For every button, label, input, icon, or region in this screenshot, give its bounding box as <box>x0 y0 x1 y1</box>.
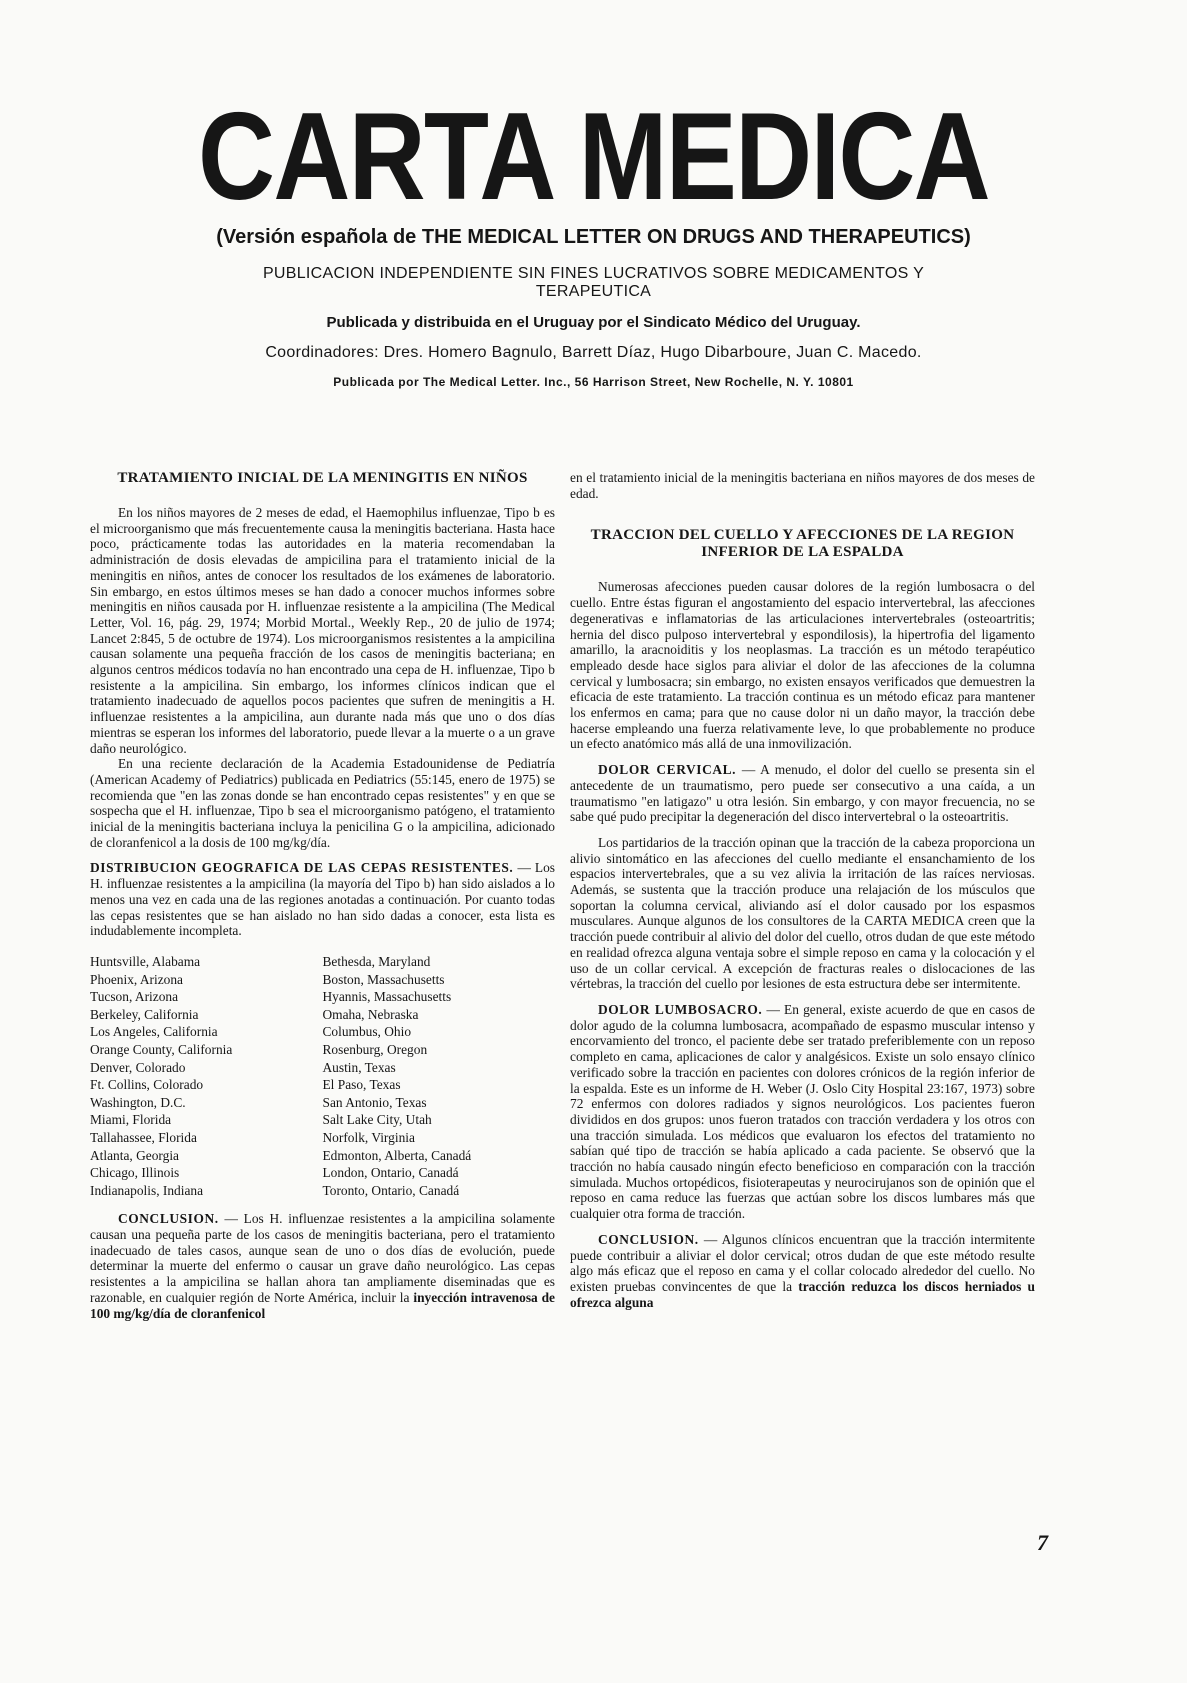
masthead-title: CARTA MEDICA <box>198 88 989 226</box>
conclusion-text: — Los H. influenzae resistentes a la ampicilina solamente causan una pequeña parte de los casos de meningitis bacteriana, pero el tratamiento inadecuado de tales casos, aunque sean de uno o dos días de evolución, puede determinar la muerte del enfermo o causar un grave daño neurológico. Las cepas resistentes a la ampicilina se hallan ahora tan ampliamente diseminadas que es razonable, en cualquier región de Norte América, incluir la <box>90 1211 555 1305</box>
article-1-paragraph-1: En los niños mayores de 2 meses de edad, el Haemophilus influenzae, Tipo b es el microorganismo que más frecuentemente causa la meningitis bacteriana. Hasta hace poco, prácticamente todas las autoridades en la materia recomendaban la administración de dosis elevadas de ampicilina para el tratamiento inicial de la meningitis en niños, antes de conocer los resultados de los exámenes de laboratorio. Sin embargo, en estos últimos meses se han dado a conocer muchos informes sobre meningitis en niños causada por H. influenzae resistente a la ampicilina (The Medical Letter, Vol. 16, pág. 29, 1974; Morbid Mortal., Weekly Rep., 20 de julio de 1974; Lancet 2:845, 5 de octubre de 1974). Los microorganismos resistentes a la ampicilina causan solamente una pequeña fracción de los casos de meningitis bacteriana; en algunos centros médicos todavía no han encontrado una cepa de H. influenzae, Tipo b resistente a la ampicilina. Sin embargo, los informes clínicos indican que el tratamiento inadecuado de aquellos pocos pacientes que sufren de meningitis a H. influenzae resistentes a la ampicilina, aun durante nada más que uno o dos días mientras se esperan los informes del laboratorio, puede llevar a la muerte o a un grave daño neurológico. <box>90 505 555 756</box>
right-city-item: San Antonio, Texas <box>322 1094 427 1110</box>
right-city-item: Omaha, Nebraska <box>322 1006 419 1022</box>
right-city-item: Austin, Texas <box>322 1059 396 1075</box>
lumbar-text: — En general, existe acuerdo de que en casos de dolor agudo de la columna lumbosacra, acompañado de espasmo muscular intenso y encorvamiento del tronco, el paciente debe ser tratado preferiblemente con un reposo completo en cama, aplicaciones de calor y analgésicos. Existe un solo ensayo clínico verificado sobre la tracción en pacientes con dolores crónicos de la región inferior de la espalda. Este es un informe de H. Weber (J. Oslo City Hospital 23:167, 1973) sobre 72 enfermos con dolores radiados y signos neurológicos. Los pacientes fueron divididos en dos grupos: unos fueron tratados con tracción verdadera y los otros con una tracción simulada. Los médicos que evaluaron los efectos del tratamiento no sabían qué tipo de tracción se había aplicado a cada paciente. Se observó que la tracción no había causado ningún efecto beneficioso en comparación con la tracción simulada. Muchos ortopédicos, fisioterapeutas y neurocirujanos son de opinión que el reposo en cama reduce las fuerzas que actúan sobre los discos lumbares más que cualquier otra forma de tracción. <box>570 1001 1035 1222</box>
left-city-item: Washington, D.C. <box>90 1094 186 1110</box>
left-city-item: Chicago, Illinois <box>90 1165 180 1181</box>
right-city-item: Boston, Massachusetts <box>322 971 445 987</box>
page-number: 7 <box>1037 1530 1048 1555</box>
cervical-text: — A menudo, el dolor del cuello se presenta sin el antecedente de un traumatismo, pero puede ser consecutivo a una caída, a un traumatismo "en latigazo" u otra lesión. Sin embargo, y con mayor frecuencia, no se sabe qué pudo precipitar la degeneración del disco intervertebral o la osteoartritis. <box>570 762 1035 825</box>
lumbar-heading: DOLOR LUMBOSACRO. <box>598 1001 763 1017</box>
article-2-title: TRACCION DEL CUELLO Y AFECCIONES DE LA REGION INFERIOR DE LA ESPALDA <box>590 527 1015 561</box>
right-city-item: Edmonton, Alberta, Canadá <box>322 1147 472 1163</box>
right-city-item: London, Ontario, Canadá <box>322 1165 459 1181</box>
article-2-paragraph-3: Los partidarios de la tracción opinan que la tracción de la cabeza proporciona un alivio sintomático en las afecciones del cuello mediante el ensanchamiento de los espacios intervertebrales, que a su vez alivia la irritación de las raíces nerviosas. Además, se sustenta que la tracción produce una relajación de los músculos que soportan la columna cervical, aliviando así el dolor causado por los espasmos musculares. Aunque algunos de los consultores de la CARTA MEDICA creen que la tracción puede contribuir al alivio del dolor del cuello, otros dudan de que este método en realidad ofrezca alguna ventaja sobre el simple reposo en cama y la colocación y el uso de un collar cervical. A excepción de fracturas reales o dislocaciones de las vértebras, la tracción del cuello por lesiones de esta estructura debe ser intermitente. <box>570 834 1035 992</box>
article-1-continuation: en el tratamiento inicial de la meningitis bacteriana en niños mayores de dos meses de edad. <box>570 470 1035 501</box>
left-city-item: Ft. Collins, Colorado <box>90 1077 204 1093</box>
right-column <box>570 470 1035 1310</box>
article-1-paragraph-2: En una reciente declaración de la Academia Estadounidense de Pediatría (American Academy of Pediatrics) publicada en Pediatrics (55:145, enero de 1975) se recomienda que "en las zonas donde se han encontrado cepas resistentes" y en que se sospecha que el H. influenzae, Tipo b sea el microorganismo patógeno, el tratamiento inicial de la meningitis bacteriana incluya la penicilina G o la ampicilina, adicionado de cloranfenicol a la dosis de 100 mg/kg/día. <box>90 756 555 850</box>
coordinators-line: Coordinadores: Dres. Homero Bagnulo, Barrett Díaz, Hugo Dibarboure, Juan C. Macedo. <box>265 344 922 361</box>
article-2-conclusion <box>570 1232 1035 1311</box>
publication-line-2: TERAPEUTICA <box>535 283 652 300</box>
conclusion-heading: CONCLUSION. <box>118 1211 219 1227</box>
left-city-item: Indianapolis, Indiana <box>90 1182 204 1198</box>
article-2-paragraph-1: Numerosas afecciones pueden causar dolores de la región lumbosacra o del cuello. Entre éstas figuran el angostamiento del espacio intervertebral, las afecciones degenerativas e inflamatorias de las articulaciones intervertebrales (osteoartritis; hernia del disco pulposo intervertebral y espondilosis), la hipertrofia del ligamento amarillo, la aracnoiditis y los neoplasmas. La tracción es un método terapéutico empleado desde hace siglos para aliviar el dolor de las afecciones de la columna cervical y lumbosacra; sin embargo, no existen ensayos verificados que demuestren la eficacia de este tratamiento. La tracción continua es un método eficaz para mantener los enfermos en cama; para que no cause dolor ni un daño mayor, la tracción debe hacerse empleando una fuerza relativamente leve, lo que probablemente no produce un efecto anatómico más allá de una inmovilización. <box>570 579 1035 752</box>
conclusion-2-bold-end: tracción reduzca los discos herniados u ofrezca alguna <box>570 1278 1035 1310</box>
left-city-item: Miami, Florida <box>90 1112 172 1128</box>
conclusion-2-heading: CONCLUSION. <box>598 1231 699 1247</box>
distribution-line: Publicada y distribuida en el Uruguay por el Sindicato Médico del Uruguay. <box>326 314 861 331</box>
publication-line <box>0 265 1187 301</box>
distribution-paragraph <box>90 860 555 939</box>
left-city-item: Phoenix, Arizona <box>90 971 183 987</box>
conclusion-2-text: — Algunos clínicos encuentran que la tracción intermitente puede contribuir a aliviar el dolor cervical; otros dudan de que este método resulte algo más eficaz que el reposo en cama y el collar colocado alrededor del cuello. No existen pruebas convincentes de que la <box>570 1231 1035 1294</box>
left-city-item: Orange County, California <box>90 1041 233 1057</box>
left-city-item: Los Angeles, California <box>90 1024 218 1040</box>
right-city-item: Hyannis, Massachusetts <box>322 989 452 1005</box>
cities-left-column <box>90 953 323 1199</box>
lumbar-paragraph <box>570 1002 1035 1222</box>
right-city-item: Columbus, Ohio <box>322 1024 412 1040</box>
left-city-item: Huntsville, Alabama <box>90 953 201 969</box>
cervical-heading: DOLOR CERVICAL. <box>598 762 737 778</box>
distribution-text: — Los H. influenzae resistentes a la ampicilina (la mayoría del Tipo b) han sido aislados a lo menos una vez en cada una de las regiones anotadas a continuación. Por cuanto todas las cepas resistentes que se han aislado no han sido dadas a conocer, esta lista es indudablemente incompleta. <box>90 860 555 939</box>
right-city-item: Rosenburg, Oregon <box>322 1041 428 1057</box>
version-subtitle: (Versión española de THE MEDICAL LETTER ON DRUGS AND THERAPEUTICS) <box>216 226 971 248</box>
left-city-item: Atlanta, Georgia <box>90 1147 179 1163</box>
cervical-paragraph <box>570 762 1035 825</box>
publisher-line: Publicada por The Medical Letter. Inc., 56 Harrison Street, New Rochelle, N. Y. 10801 <box>333 375 854 389</box>
right-city-item: Norfolk, Virginia <box>322 1129 415 1145</box>
right-city-item: El Paso, Texas <box>322 1077 401 1093</box>
left-city-item: Tallahassee, Florida <box>90 1129 197 1145</box>
publication-line-1: PUBLICACION INDEPENDIENTE SIN FINES LUCRATIVOS SOBRE MEDICAMENTOS Y <box>262 265 925 282</box>
article-1-conclusion <box>90 1211 555 1321</box>
right-city-item: Bethesda, Maryland <box>322 953 431 969</box>
left-city-item: Tucson, Arizona <box>90 989 179 1005</box>
conclusion-bold-end: inyección intravenosa de 100 mg/kg/día de cloranfenicol <box>90 1289 555 1321</box>
left-city-item: Berkeley, California <box>90 1006 199 1022</box>
distribution-heading: DISTRIBUCION GEOGRAFICA DE LAS CEPAS RESISTENTES. <box>90 860 514 876</box>
cities-right-column <box>323 953 556 1199</box>
left-column <box>90 470 555 1321</box>
cities-list <box>90 953 555 1199</box>
article-1-title: TRATAMIENTO INICIAL DE LA MENINGITIS EN NIÑOS <box>117 470 528 486</box>
right-city-item: Salt Lake City, Utah <box>322 1112 432 1128</box>
right-city-item: Toronto, Ontario, Canadá <box>322 1182 460 1198</box>
left-city-item: Denver, Colorado <box>90 1059 186 1075</box>
